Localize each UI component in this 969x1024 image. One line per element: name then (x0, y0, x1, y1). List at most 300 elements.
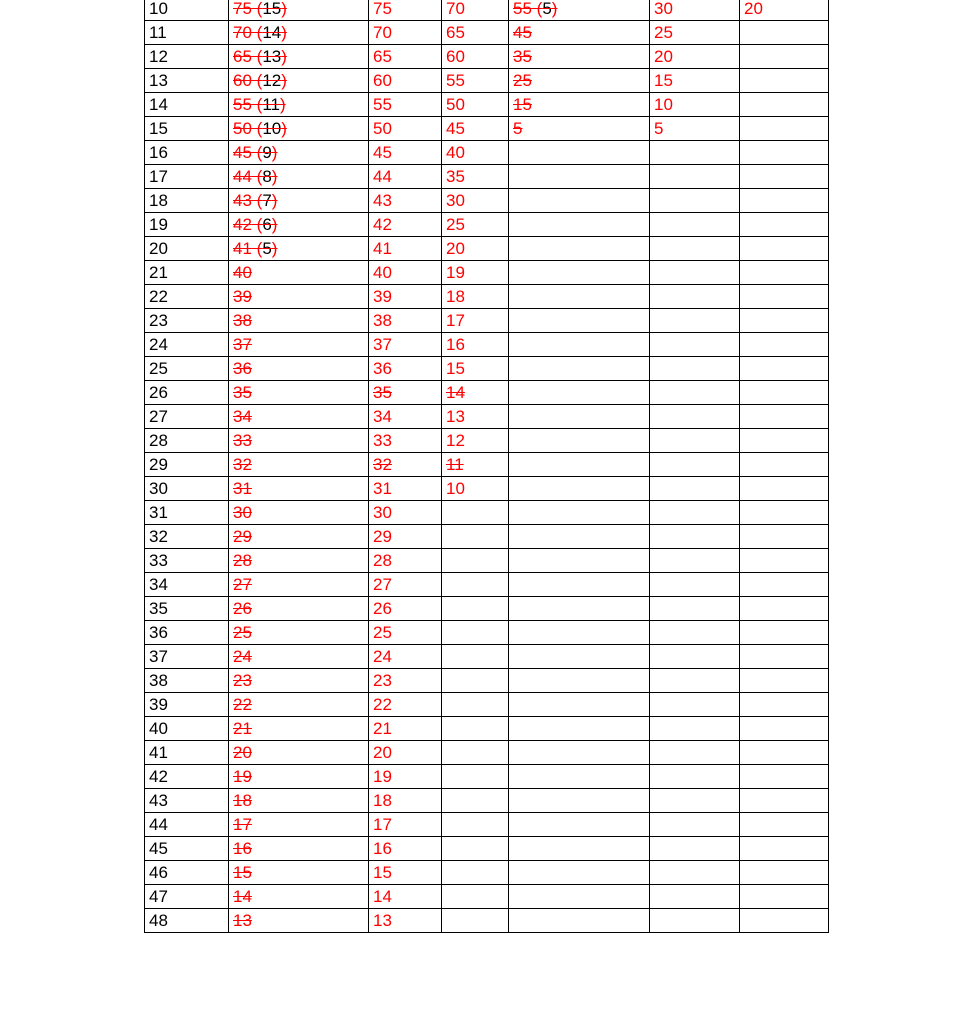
table-cell (442, 525, 509, 549)
table-row (145, 573, 829, 597)
table-cell (650, 645, 740, 669)
table-row (145, 189, 829, 213)
inserted-value: 43 (373, 191, 392, 210)
table-cell (650, 597, 740, 621)
struck-value: 27 (233, 575, 252, 594)
struck-value: 60 (233, 71, 252, 90)
table-cell (442, 453, 509, 477)
table-row (145, 333, 829, 357)
table-cell (650, 69, 740, 93)
table-cell (369, 21, 442, 45)
table-cell (650, 117, 740, 141)
table-cell (229, 213, 369, 237)
struck-edit (233, 455, 252, 474)
inserted-value: 15 (654, 71, 673, 90)
table-cell (740, 765, 829, 789)
table-cell (229, 717, 369, 741)
table-cell (509, 237, 650, 261)
table-cell (740, 237, 829, 261)
table-cell (650, 549, 740, 573)
struck-value: 35 (513, 47, 532, 66)
table-cell (229, 909, 369, 933)
struck-value: 16 (233, 839, 252, 858)
table-cell (442, 381, 509, 405)
table-cell (650, 165, 740, 189)
kept-value: 5 (542, 0, 552, 18)
table-cell (442, 69, 509, 93)
table-cell (650, 909, 740, 933)
inserted-value: 37 (373, 335, 392, 354)
row-number-cell: 23 (145, 309, 229, 333)
inserted-value: 20 (744, 0, 763, 18)
table-cell (442, 861, 509, 885)
struck-edit (233, 479, 252, 498)
table-cell (442, 501, 509, 525)
table-cell (442, 549, 509, 573)
struck-value: 75 (233, 0, 252, 18)
struck-value: 25 (233, 623, 252, 642)
table-cell (369, 885, 442, 909)
table-cell (442, 789, 509, 813)
row-number-cell: 40 (145, 717, 229, 741)
struck-edit (233, 263, 252, 282)
table-cell (650, 309, 740, 333)
struck-edit (233, 863, 252, 882)
table-cell (442, 309, 509, 333)
struck-value: 14 (233, 887, 252, 906)
struck-edit (233, 431, 252, 450)
table-row (145, 669, 829, 693)
table-cell (509, 93, 650, 117)
inserted-value: 22 (373, 695, 392, 714)
row-number-cell: 26 (145, 381, 229, 405)
struck-value: 23 (233, 671, 252, 690)
table-cell (229, 69, 369, 93)
table-cell (229, 789, 369, 813)
table-cell (369, 525, 442, 549)
row-number-cell: 30 (145, 477, 229, 501)
table-row (145, 21, 829, 45)
struck-value: 50 (233, 119, 252, 138)
table-cell (229, 861, 369, 885)
table-cell (740, 333, 829, 357)
table-cell (650, 381, 740, 405)
inserted-value: 65 (446, 23, 465, 42)
inserted-value: 38 (373, 311, 392, 330)
table-cell (229, 45, 369, 69)
struck-value: 39 (233, 287, 252, 306)
table-cell (442, 117, 509, 141)
struck-edit: 65 (13) (233, 47, 287, 66)
table-cell (229, 381, 369, 405)
struck-edit: 75 (15) (233, 0, 287, 18)
inserted-value: 20 (446, 239, 465, 258)
table-cell (229, 669, 369, 693)
row-number-cell: 13 (145, 69, 229, 93)
struck-edit (233, 503, 252, 522)
table-cell (509, 645, 650, 669)
struck-edit (233, 527, 252, 546)
row-number-cell: 24 (145, 333, 229, 357)
table-cell (740, 789, 829, 813)
table-cell (650, 93, 740, 117)
table-cell (369, 381, 442, 405)
table-cell (509, 813, 650, 837)
struck-edit (513, 23, 532, 42)
struck-value: 45 (233, 143, 252, 162)
table-cell (229, 117, 369, 141)
inserted-value: 45 (446, 119, 465, 138)
table-cell (740, 621, 829, 645)
row-number-cell: 44 (145, 813, 229, 837)
table-cell (369, 309, 442, 333)
kept-value: 12 (262, 71, 282, 90)
struck-value: 42 (233, 215, 252, 234)
inserted-value: 12 (446, 431, 465, 450)
row-number-cell: 34 (145, 573, 229, 597)
table-cell (229, 165, 369, 189)
inserted-value: 19 (446, 263, 465, 282)
table-cell (740, 477, 829, 501)
inserted-value: 60 (373, 71, 392, 90)
struck-value: 15 (233, 863, 252, 882)
table-row (145, 261, 829, 285)
table-cell (442, 213, 509, 237)
table-cell (369, 909, 442, 933)
row-number-cell: 17 (145, 165, 229, 189)
row-number-cell: 35 (145, 597, 229, 621)
table-cell (442, 741, 509, 765)
table-row (145, 93, 829, 117)
table-cell (442, 0, 509, 21)
table-row (145, 621, 829, 645)
table-cell (740, 501, 829, 525)
struck-value: 21 (233, 719, 252, 738)
inserted-value: 14 (373, 887, 392, 906)
row-number-cell: 16 (145, 141, 229, 165)
value-table (144, 0, 829, 933)
struck-value: 22 (233, 695, 252, 714)
table-cell (229, 765, 369, 789)
table-cell (650, 213, 740, 237)
table-cell (740, 261, 829, 285)
struck-edit: 55 (11) (233, 95, 286, 114)
kept-value: 5 (262, 239, 272, 258)
struck-value: 32 (373, 455, 392, 474)
table-cell (369, 837, 442, 861)
inserted-value: 16 (446, 335, 465, 354)
row-number-cell: 48 (145, 909, 229, 933)
inserted-value: 60 (446, 47, 465, 66)
table-cell (509, 189, 650, 213)
table-cell (442, 165, 509, 189)
table-cell (740, 141, 829, 165)
struck-edit (513, 119, 522, 138)
table-row (145, 117, 829, 141)
table-cell (509, 837, 650, 861)
table-cell (442, 477, 509, 501)
row-number-cell: 15 (145, 117, 229, 141)
inserted-value: 25 (654, 23, 673, 42)
table-row (145, 501, 829, 525)
inserted-value: 70 (446, 0, 465, 18)
table-cell (442, 189, 509, 213)
table-cell (509, 501, 650, 525)
inserted-value: 20 (373, 743, 392, 762)
table-cell (509, 285, 650, 309)
table-cell (740, 285, 829, 309)
table-cell (740, 69, 829, 93)
table-cell (509, 861, 650, 885)
table-row (145, 165, 829, 189)
table-cell (229, 885, 369, 909)
row-number-cell: 37 (145, 645, 229, 669)
table-row (145, 525, 829, 549)
inserted-value: 21 (373, 719, 392, 738)
table-cell (369, 861, 442, 885)
table-cell (650, 477, 740, 501)
table-row (145, 405, 829, 429)
struck-edit (233, 647, 252, 666)
inserted-value: 44 (373, 167, 392, 186)
table-cell (509, 669, 650, 693)
table-cell (509, 573, 650, 597)
table-cell (509, 0, 650, 21)
inserted-value: 15 (373, 863, 392, 882)
struck-value: 31 (233, 479, 252, 498)
struck-value: 35 (373, 383, 392, 402)
table-cell (509, 357, 650, 381)
table-cell (442, 813, 509, 837)
struck-edit (233, 887, 252, 906)
struck-edit: 45 (9) (233, 143, 278, 162)
inserted-value: 13 (373, 911, 392, 930)
struck-value: 15 (513, 95, 532, 114)
table-cell (229, 333, 369, 357)
struck-value: 36 (233, 359, 252, 378)
table-row (145, 885, 829, 909)
table-cell (509, 381, 650, 405)
table-row (145, 789, 829, 813)
inserted-value: 45 (373, 143, 392, 162)
row-number-cell: 11 (145, 21, 229, 45)
inserted-value: 17 (373, 815, 392, 834)
table-cell (650, 621, 740, 645)
table-row (145, 69, 829, 93)
table-cell (442, 909, 509, 933)
struck-value: 29 (233, 527, 252, 546)
row-number-cell: 31 (145, 501, 229, 525)
table-cell (442, 261, 509, 285)
table-cell (740, 453, 829, 477)
table-cell (369, 405, 442, 429)
inserted-value: 75 (373, 0, 392, 18)
struck-value: 55 (233, 95, 252, 114)
table-cell (509, 405, 650, 429)
kept-value: 7 (262, 191, 272, 210)
table-cell (442, 45, 509, 69)
table-cell (369, 69, 442, 93)
inserted-value: 27 (373, 575, 392, 594)
table-cell (229, 237, 369, 261)
struck-edit (233, 599, 252, 618)
struck-edit (233, 815, 252, 834)
table-cell (740, 693, 829, 717)
table-cell (442, 765, 509, 789)
struck-edit (233, 359, 252, 378)
table-cell (740, 381, 829, 405)
table-cell (229, 525, 369, 549)
row-number-cell: 29 (145, 453, 229, 477)
table-cell (740, 813, 829, 837)
table-cell (650, 741, 740, 765)
struck-value: 38 (233, 311, 252, 330)
inserted-value: 50 (373, 119, 392, 138)
struck-value: 18 (233, 791, 252, 810)
table-cell (650, 333, 740, 357)
inserted-value: 33 (373, 431, 392, 450)
struck-edit (513, 71, 532, 90)
inserted-value: 26 (373, 599, 392, 618)
struck-value: 34 (233, 407, 252, 426)
table-cell (229, 813, 369, 837)
table-cell (442, 621, 509, 645)
table-cell (369, 141, 442, 165)
table-cell (369, 93, 442, 117)
inserted-value: 42 (373, 215, 392, 234)
row-number-cell: 18 (145, 189, 229, 213)
inserted-value: 40 (373, 263, 392, 282)
struck-value: 70 (233, 23, 252, 42)
table-cell (369, 645, 442, 669)
table-cell (229, 549, 369, 573)
table-cell (442, 837, 509, 861)
table-cell (369, 573, 442, 597)
inserted-value: 35 (446, 167, 465, 186)
table-cell (740, 21, 829, 45)
table-cell (509, 261, 650, 285)
table-cell (650, 573, 740, 597)
table-cell (509, 885, 650, 909)
inserted-value: 5 (654, 119, 664, 138)
table-cell (650, 525, 740, 549)
table-row (145, 717, 829, 741)
table-row (145, 597, 829, 621)
inserted-value: 34 (373, 407, 392, 426)
table-cell (509, 909, 650, 933)
table-cell (442, 429, 509, 453)
table-row (145, 741, 829, 765)
struck-edit (373, 383, 392, 402)
table-cell (369, 765, 442, 789)
table-row (145, 477, 829, 501)
struck-value: 55 (513, 0, 532, 18)
table-cell (509, 741, 650, 765)
table-cell (740, 0, 829, 21)
table-cell (650, 357, 740, 381)
table-cell (740, 525, 829, 549)
struck-edit (233, 575, 252, 594)
struck-edit (233, 719, 252, 738)
kept-value: 10 (262, 119, 282, 138)
table-cell (369, 189, 442, 213)
struck-value: 45 (513, 23, 532, 42)
table-cell (229, 477, 369, 501)
table-row (145, 213, 829, 237)
table-cell (740, 189, 829, 213)
table-row (145, 909, 829, 933)
table-row (145, 141, 829, 165)
struck-edit: 41 (5) (233, 239, 278, 258)
table-cell (369, 453, 442, 477)
struck-value: 17 (233, 815, 252, 834)
table-cell (229, 693, 369, 717)
struck-value: 13 (233, 911, 252, 930)
inserted-value: 55 (373, 95, 392, 114)
table-row (145, 381, 829, 405)
inserted-value: 18 (446, 287, 465, 306)
table-cell (369, 237, 442, 261)
table-cell (650, 885, 740, 909)
table-cell (509, 597, 650, 621)
inserted-value: 30 (446, 191, 465, 210)
struck-edit (233, 911, 252, 930)
struck-value: 20 (233, 743, 252, 762)
table-cell (509, 429, 650, 453)
table-cell (369, 261, 442, 285)
inserted-value: 17 (446, 311, 465, 330)
table-cell (740, 837, 829, 861)
struck-value: 65 (233, 47, 252, 66)
table-cell (509, 621, 650, 645)
table-cell (229, 453, 369, 477)
struck-value: 24 (233, 647, 252, 666)
row-number-cell: 10 (145, 0, 229, 21)
struck-value: 19 (233, 767, 252, 786)
struck-edit (233, 407, 252, 426)
table-cell (740, 909, 829, 933)
struck-edit (513, 95, 532, 114)
table-cell (509, 69, 650, 93)
table-row (145, 693, 829, 717)
row-number-cell: 27 (145, 405, 229, 429)
row-number-cell: 28 (145, 429, 229, 453)
table-cell (442, 669, 509, 693)
table-cell (442, 885, 509, 909)
table-cell (369, 789, 442, 813)
table-cell (740, 405, 829, 429)
inserted-value: 36 (373, 359, 392, 378)
table-cell (369, 717, 442, 741)
table-cell (229, 597, 369, 621)
table-cell (740, 717, 829, 741)
table-cell (650, 861, 740, 885)
table-row (145, 45, 829, 69)
table-cell (369, 813, 442, 837)
inserted-value: 18 (373, 791, 392, 810)
table-cell (650, 837, 740, 861)
table-cell (442, 333, 509, 357)
table-cell (740, 885, 829, 909)
struck-edit: 70 (14) (233, 23, 287, 42)
inserted-value: 24 (373, 647, 392, 666)
table-cell (369, 501, 442, 525)
table-cell (509, 549, 650, 573)
table-cell (740, 45, 829, 69)
table-cell (369, 669, 442, 693)
struck-value: 14 (446, 383, 465, 402)
inserted-value: 30 (373, 503, 392, 522)
